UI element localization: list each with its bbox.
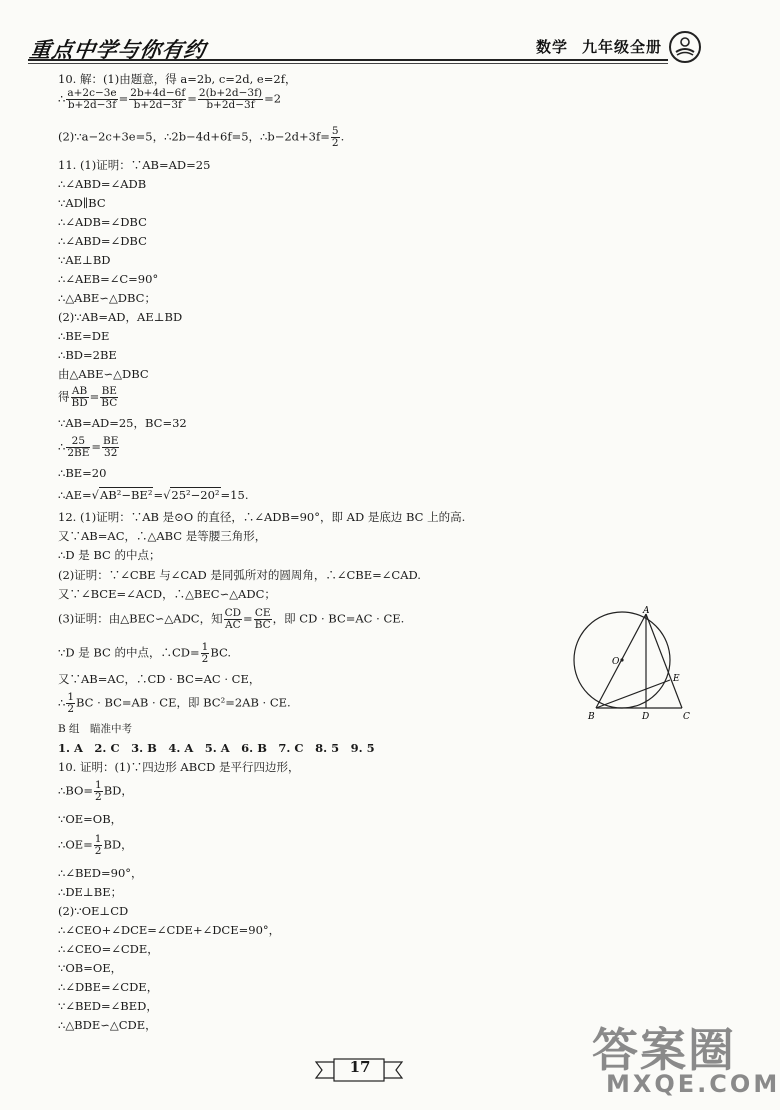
label-e: E (673, 674, 680, 684)
text-line: 又∵AB=AC，∴△ABC 是等腰三角形， (58, 529, 267, 543)
label-b: B (588, 712, 595, 722)
grade-label: 九年级全册 (582, 38, 663, 56)
text-line: ∴∠DBE=∠CDE， (58, 980, 159, 994)
text-line: ∴∠BED=90°， (58, 866, 143, 880)
equation-line: ∴ $\frac{a+2c-3e}{b+2d-3f}$ = $\frac{2b+4d-6f}{b+2d-3f}$ = $\frac{2(b+2d-3f)}{b+2d-3f}$ =2 (58, 87, 282, 111)
equation-line: ∴AE=√AB²−BE²=√25²−20²=15. (58, 488, 249, 502)
text-line: ∴∠ABD=∠DBC (58, 234, 147, 248)
text-line: ∴BE=20 (58, 466, 107, 480)
equation-line: (2)∵a−2c+3e=5，∴2b−4d+6f=5，∴b−2d+3f= $\frac{5}{2}$ . (58, 125, 345, 149)
page-header (0, 0, 750, 64)
label-o: O (612, 657, 620, 667)
page-number: 17 (349, 1058, 371, 1076)
equation-line: ∴BO= $\frac{1}{2}$ BD， (58, 779, 133, 803)
text-line: ∴D 是 BC 的中点； (58, 548, 161, 562)
text-line: ∴∠ADB=∠DBC (58, 215, 147, 229)
brand-title: 重点中学与你有约 (28, 38, 208, 62)
text-line: ∴∠CEO=∠CDE， (58, 942, 159, 956)
section-heading: B 组 瞄准中考 (58, 723, 133, 735)
text-line: ∴△ABE∽△DBC； (58, 291, 156, 305)
text-line: 11. (1)证明：∵AB=AD=25 (58, 158, 211, 172)
watermark-logo-text: 答案圈 (592, 1023, 736, 1077)
text-line: ∴BE=DE (58, 329, 110, 343)
text-line: 10. 解：(1)由题意，得 a=2b, c=2d, e=2f， (58, 72, 297, 86)
label-d: D (642, 712, 650, 722)
text-line: ∴∠CEO+∠DCE=∠CDE+∠DCE=90°， (58, 923, 281, 937)
label-c: C (683, 712, 690, 722)
watermark-url: MXQE.COM (606, 1070, 780, 1098)
answer-key-line: 1. A 2. C 3. B 4. A 5. A 6. B 7. C 8. 5 9. 5 (58, 741, 375, 755)
label-a: A (643, 606, 650, 616)
text-line: ∵OB=OE， (58, 961, 123, 975)
equation-line: ∵D 是 BC 的中点，∴CD= $\frac{1}{2}$ BC. (58, 641, 232, 665)
equation-line: ∴ $\frac{1}{2}$ BC · BC=AB · CE，即 BC²=2AB · CE. (58, 691, 291, 715)
text-line: ∴BD=2BE (58, 348, 117, 362)
equation-line: ∴OE= $\frac{1}{2}$ BD， (58, 833, 133, 857)
text-line: (2)证明：∵∠CBE 与∠CAD 是同弧所对的圆周角，∴∠CBE=∠CAD. (58, 568, 421, 582)
text-line: ∵OE=OB， (58, 812, 123, 826)
text-line: ∵AD∥BC (58, 196, 106, 210)
text-line: ∵AB=AD=25，BC=32 (58, 416, 187, 430)
header-rule-thin (28, 63, 668, 64)
text-line: 10. 证明：(1)∵四边形 ABCD 是平行四边形， (58, 760, 300, 774)
text-line: ∴∠ABD=∠ADB (58, 177, 147, 191)
text-line: (2)∵OE⊥CD (58, 904, 129, 918)
circle-triangle-figure (572, 606, 702, 724)
subject-label: 数学 (536, 38, 569, 56)
text-line: 由△ABE∽△DBC (58, 367, 149, 381)
text-line: ∴DE⊥BE； (58, 885, 123, 899)
text-line: 又∵AB=AC，∴CD · BC=AC · CE， (58, 672, 261, 686)
equation-line: (3)证明：由△BEC∽△ADC，知 $\frac{CD}{AC}$ = $\frac{CE}{BC}$ ，即 CD · BC=AC · CE. (58, 607, 405, 631)
equation-line: ∴ $\frac{25}{2BE}$ = $\frac{BE}{32}$ (58, 435, 119, 459)
text-line: 12. (1)证明：∵AB 是⊙O 的直径，∴∠ADB=90°，即 AD 是底边 BC 上的高. (58, 510, 466, 524)
text-line: ∴△BDE∽△CDE， (58, 1018, 157, 1032)
text-line: ∴∠AEB=∠C=90° (58, 272, 159, 286)
text-line: (2)∵AB=AD，AE⊥BD (58, 310, 183, 324)
text-line: 又∵∠BCE=∠ACD，∴△BEC∽△ADC； (58, 587, 276, 601)
equation-line: 得 $\frac{AB}{BD}$ = $\frac{BE}{BC}$ (58, 385, 118, 409)
header-rule (28, 59, 668, 61)
book-logo-icon (668, 30, 702, 64)
text-line: ∵∠BED=∠BED， (58, 999, 158, 1013)
text-line: ∵AE⊥BD (58, 253, 111, 267)
